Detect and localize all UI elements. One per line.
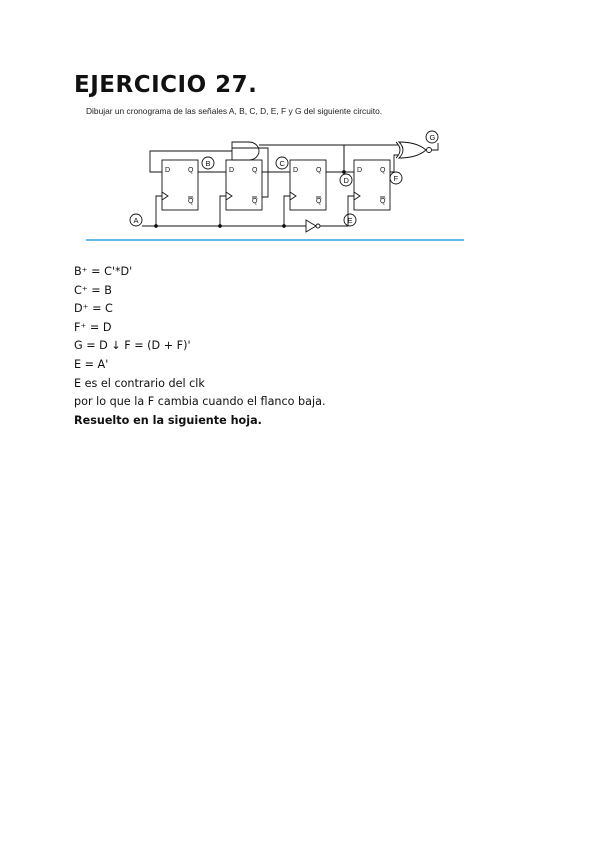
label-g [426,131,438,143]
svg-text:E: E [347,216,353,225]
ff-b-qbar-pin: Q [188,198,194,205]
note-falling-edge: por lo que la F cambia cuando el flanco baja. [74,395,326,409]
solution-lines [74,263,326,430]
svg-text:F: F [393,174,399,183]
circuit-figure [74,104,466,242]
note-resolved: Resuelto en la siguiente hoja. [74,413,262,427]
ff-f-q-pin: Q [380,167,386,174]
equation-d: D⁺ = C [74,302,113,316]
or-gate-g [399,142,426,158]
ff-f-qbar-pin: Q [380,198,386,205]
circuit-diagram [74,104,466,242]
figure-caption: Dibujar un cronograma de las señales A, B, C, D, E, F y G del siguiente circuito. [86,106,383,116]
label-c [276,157,288,169]
equation-g: G = D ↓ F = (D + F)' [74,339,191,353]
svg-text:B: B [205,159,211,168]
equation-b: B⁺ = C'*D' [74,265,133,278]
ff-b-d-pin: D [165,167,171,174]
inverter [306,220,316,232]
ff-d-qbar-pin: Q [316,198,322,205]
equation-c: C⁺ = B [74,283,112,297]
label-f [390,172,402,184]
note-clock: E es el contrario del clk [74,376,205,390]
ff-c-q-pin: Q [252,167,258,174]
ff-b-q-pin: Q [188,167,194,174]
flip-flop-f [354,160,390,210]
svg-text:A: A [133,216,139,225]
ff-c-qbar-pin: Q [252,198,258,205]
svg-text:C: C [279,159,285,168]
label-a [130,214,142,226]
ff-c-d-pin: D [229,167,235,174]
flip-flop-c [226,160,262,210]
label-d [340,174,352,186]
flip-flop-d [290,160,326,210]
ff-d-d-pin: D [293,167,299,174]
svg-text:D: D [343,176,349,185]
flip-flop-b [162,160,198,210]
label-b [202,157,214,169]
page-title: EJERCICIO 27. [74,72,258,98]
ff-d-q-pin: Q [316,167,322,174]
ff-f-d-pin: D [357,167,363,174]
equation-f: F⁺ = D [74,320,112,334]
svg-text:G: G [429,133,436,142]
nor-gate [232,142,259,160]
equation-e: E = A' [74,357,109,371]
figure-underline [86,239,464,241]
label-e [344,214,356,226]
